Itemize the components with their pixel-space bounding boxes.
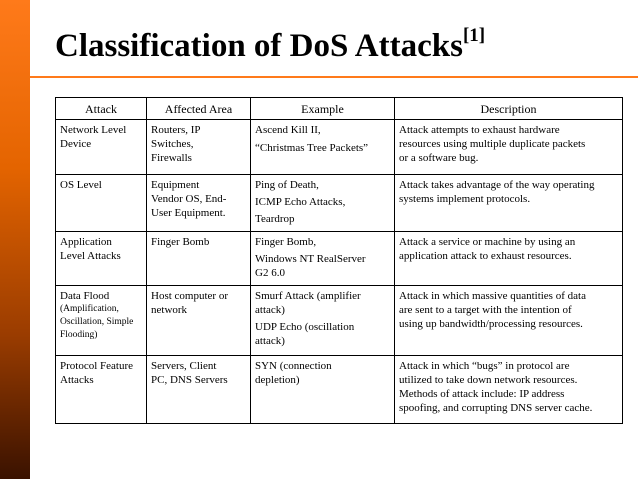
cell-line: attack) — [255, 335, 285, 347]
cell-line: Finger Bomb — [151, 236, 210, 248]
table-row — [56, 120, 623, 175]
cell-line: systems implement protocols. — [399, 193, 531, 205]
cell-line: Routers, IP — [151, 124, 201, 136]
attack-cell — [56, 175, 147, 232]
cell-line: Attack a service or machine by using an — [399, 236, 576, 248]
table-row — [56, 175, 623, 232]
title-rule — [30, 76, 638, 78]
cell-line: Host computer or — [151, 290, 228, 302]
attack-cell — [56, 356, 147, 424]
cell-line: Application — [60, 236, 112, 248]
cell-line: PC, DNS Servers — [151, 374, 228, 386]
header-affected-area: Affected Area — [147, 98, 251, 120]
cell-line: G2 6.0 — [255, 267, 285, 279]
slide-title-text: Classification of DoS Attacks — [55, 28, 463, 64]
cell-note-line: Oscillation, Simple — [60, 317, 134, 327]
cell-line: ICMP Echo Attacks, — [255, 196, 346, 208]
cell-line: Smurf Attack (amplifier — [255, 290, 361, 302]
cell-note-line: Flooding) — [60, 330, 98, 340]
example-cell — [251, 286, 395, 356]
dos-classification-table — [55, 97, 623, 424]
cell-line: depletion) — [255, 374, 300, 386]
cell-line: Protocol Feature — [60, 360, 134, 372]
cell-line: Switches, — [151, 138, 194, 150]
affected-area-cell — [147, 175, 251, 232]
cell-line: are sent to a target with the intention of — [399, 304, 572, 316]
cell-line: OS Level — [60, 179, 102, 191]
attack-cell — [56, 286, 147, 356]
cell-line: Methods of attack include: IP address — [399, 388, 565, 400]
cell-line: Vendor OS, End- — [151, 193, 227, 205]
table-row — [56, 356, 623, 424]
header-description: Description — [395, 98, 623, 120]
cell-line: “Christmas Tree Packets” — [255, 142, 369, 154]
cell-line: User Equipment. — [151, 207, 226, 219]
attack-cell — [56, 232, 147, 286]
cell-line: Ping of Death, — [255, 179, 319, 191]
cell-line: Attack in which massive quantities of data — [399, 290, 586, 302]
cell-line: utilized to take down network resources. — [399, 374, 578, 386]
description-cell — [395, 175, 623, 232]
cell-line: or a software bug. — [399, 152, 479, 164]
description-cell — [395, 286, 623, 356]
header-attack: Attack — [56, 98, 147, 120]
cell-line: Attack attempts to exhaust hardware — [399, 124, 560, 136]
affected-area-cell — [147, 120, 251, 175]
description-cell — [395, 356, 623, 424]
cell-line: Teardrop — [255, 213, 295, 225]
cell-line: Equipment — [151, 179, 200, 191]
example-cell — [251, 120, 395, 175]
title-reference: [1] — [462, 25, 486, 46]
cell-line: resources using multiple duplicate packets — [399, 138, 586, 150]
cell-line: Device — [60, 138, 92, 150]
table-header-row — [56, 98, 623, 120]
cell-line: Data Flood — [60, 290, 110, 302]
example-cell — [251, 356, 395, 424]
cell-line: Ascend Kill II, — [255, 124, 321, 136]
table-row — [56, 232, 623, 286]
slide-title — [55, 26, 485, 63]
affected-area-cell — [147, 232, 251, 286]
cell-line: using up bandwidth/processing resources. — [399, 318, 583, 330]
example-cell — [251, 232, 395, 286]
cell-line: application attack to exhaust resources. — [399, 250, 572, 262]
cell-note-line: (Amplification, — [60, 304, 119, 314]
cell-line: Network Level — [60, 124, 127, 136]
attack-cell — [56, 120, 147, 175]
table-row — [56, 286, 623, 356]
cell-line: Servers, Client — [151, 360, 217, 372]
cell-line: attack) — [255, 304, 285, 316]
cell-line: network — [151, 304, 188, 316]
side-accent-bar — [0, 0, 30, 479]
cell-line: Windows NT RealServer — [255, 253, 366, 265]
cell-line: SYN (connection — [255, 360, 332, 372]
description-cell — [395, 232, 623, 286]
header-example: Example — [251, 98, 395, 120]
cell-line: spoofing, and corrupting DNS server cache. — [399, 402, 593, 414]
cell-line: Attack in which “bugs” in protocol are — [399, 360, 570, 372]
cell-line: Finger Bomb, — [255, 236, 317, 248]
example-cell — [251, 175, 395, 232]
cell-line: Attacks — [60, 374, 94, 386]
cell-line: Attack takes advantage of the way operating — [399, 179, 595, 191]
cell-line: UDP Echo (oscillation — [255, 321, 355, 333]
description-cell — [395, 120, 623, 175]
cell-line: Firewalls — [151, 152, 192, 164]
affected-area-cell — [147, 286, 251, 356]
cell-line: Level Attacks — [60, 250, 121, 262]
affected-area-cell — [147, 356, 251, 424]
